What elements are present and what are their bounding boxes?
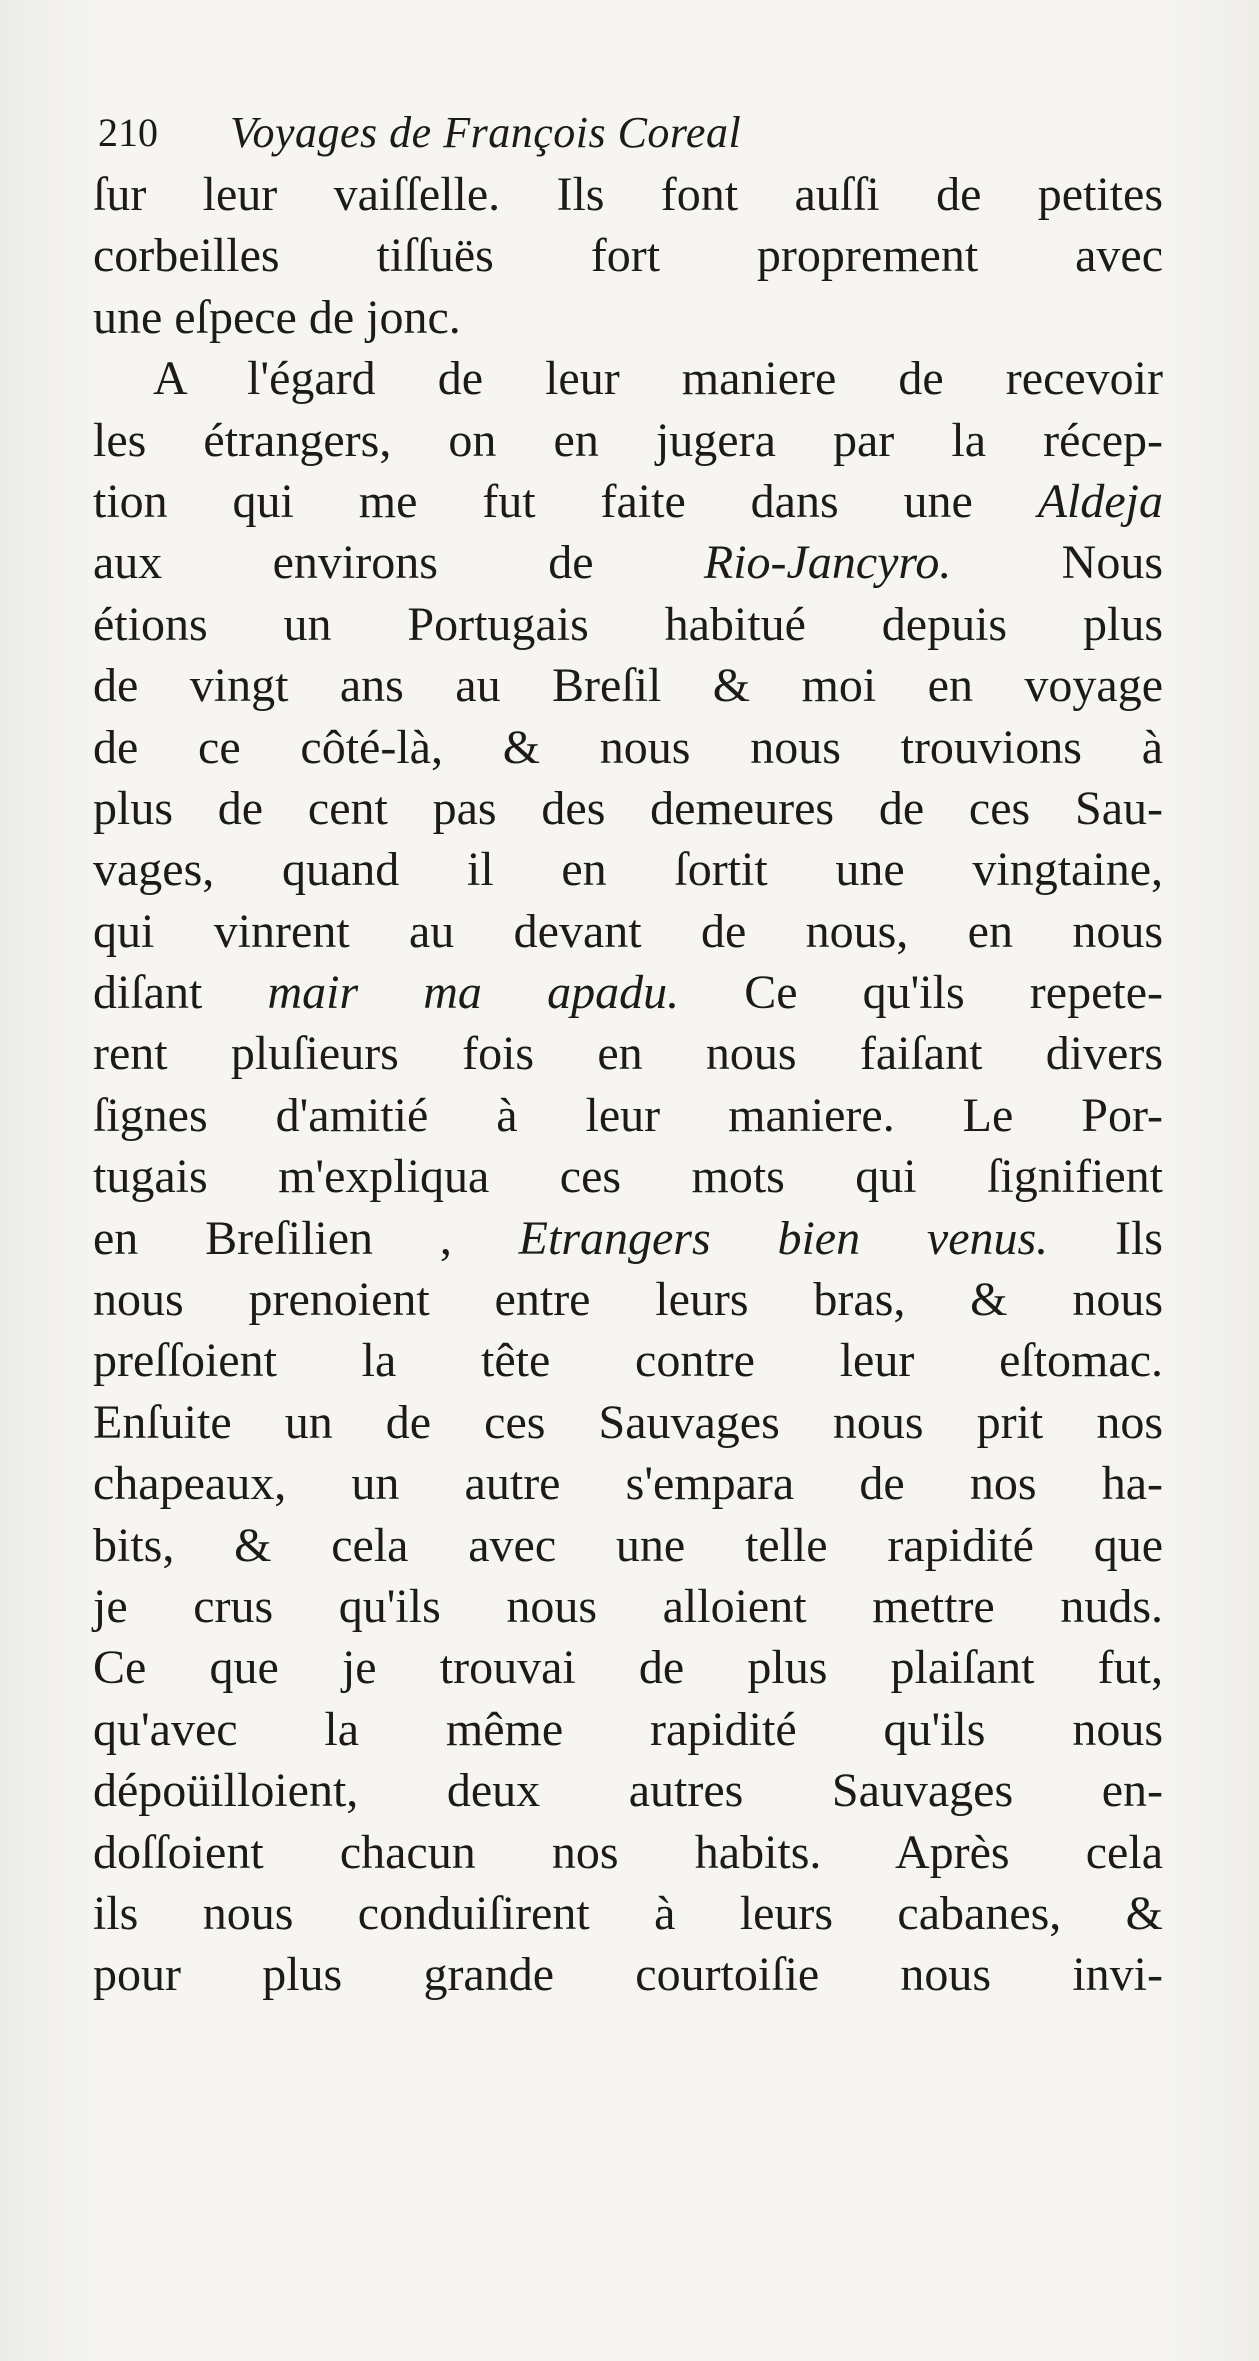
text-segment: Ce que je trouvai de plus plaiſant fut, <box>93 1641 1163 1695</box>
text-segment: nous prenoient entre leurs bras, & nous <box>93 1273 1163 1327</box>
text-line <box>93 1146 1163 1207</box>
text-segment: en Breſilien , <box>93 1211 519 1265</box>
text-line <box>93 1023 1163 1084</box>
text-line <box>93 410 1163 471</box>
text-line <box>93 1822 1163 1883</box>
italic-term: mair ma apadu. <box>267 966 680 1020</box>
text-segment: pour plus grande courtoiſie nous invi- <box>93 1948 1163 2002</box>
text-line <box>93 1576 1163 1637</box>
italic-term: Aldeja <box>1037 474 1163 528</box>
text-segment: bits, & cela avec une telle rapidité que <box>93 1518 1163 1572</box>
text-segment: doſſoient chacun nos habits. Après cela <box>93 1825 1163 1879</box>
text-segment: qui vinrent au devant de nous, en nous <box>93 904 1163 958</box>
text-segment: de vingt ans au Breſil & moi en voyage <box>93 659 1163 713</box>
text-segment: Ce qu'ils repete- <box>679 966 1163 1020</box>
text-segment: diſant <box>93 966 268 1020</box>
text-line <box>93 1515 1163 1576</box>
text-line <box>93 1637 1163 1698</box>
text-segment: plus de cent pas des demeures de ces Sau- <box>93 781 1163 835</box>
italic-term: Etrangers bien venus. <box>518 1211 1049 1265</box>
text-segment: chapeaux, un autre s'empara de nos ha- <box>93 1457 1163 1511</box>
text-line <box>93 1944 1163 2005</box>
page-header <box>98 108 1138 158</box>
text-line <box>93 1330 1163 1391</box>
text-line <box>93 1269 1163 1330</box>
text-segment: étions un Portugais habitué depuis plus <box>93 597 1163 651</box>
text-segment: ſignes d'amitié à leur maniere. Le Por- <box>93 1088 1163 1142</box>
text-segment: dépoüilloient, deux autres Sauvages en- <box>93 1764 1163 1818</box>
page-number: 210 <box>98 110 158 155</box>
text-segment: ſur leur vaiſſelle. Ils font auſſi de petites <box>93 168 1163 221</box>
body-text <box>93 164 1163 2006</box>
text-line <box>93 655 1163 716</box>
text-segment: rent pluſieurs fois en nous faiſant divers <box>93 1027 1163 1081</box>
text-line <box>93 1208 1163 1269</box>
text-line <box>93 471 1163 532</box>
text-segment: tion qui me fut faite dans une <box>93 474 1038 528</box>
text-segment: A l'égard de leur maniere de recevoir <box>153 352 1163 406</box>
text-line <box>93 901 1163 962</box>
text-line <box>93 348 1163 409</box>
text-line <box>93 1760 1163 1821</box>
text-line <box>93 1699 1163 1760</box>
text-line <box>93 962 1163 1023</box>
running-title: Voyages de François Coreal <box>230 108 742 157</box>
text-segment: je crus qu'ils nous alloient mettre nuds. <box>93 1579 1163 1633</box>
text-segment: ils nous conduiſirent à leurs cabanes, & <box>93 1886 1163 1940</box>
text-line <box>93 225 1163 286</box>
text-segment: une eſpece de jonc. <box>93 290 461 344</box>
text-line <box>93 1883 1163 1944</box>
text-line <box>93 1453 1163 1514</box>
text-segment: tugais m'expliqua ces mots qui ſignifient <box>93 1150 1163 1204</box>
text-line <box>93 532 1163 593</box>
text-line <box>93 287 1163 348</box>
text-segment: Nous <box>951 536 1163 590</box>
text-segment: les étrangers, on en jugera par la récep- <box>93 413 1163 467</box>
text-segment: Enſuite un de ces Sauvages nous prit nos <box>93 1395 1163 1449</box>
text-segment: corbeilles tiſſuës fort proprement avec <box>93 229 1163 283</box>
text-line <box>93 717 1163 778</box>
text-line <box>93 1392 1163 1453</box>
text-line <box>93 1085 1163 1146</box>
text-line <box>93 778 1163 839</box>
text-segment: vages, quand il en ſortit une vingtaine, <box>93 843 1163 897</box>
text-line <box>93 164 1163 225</box>
text-segment: qu'avec la même rapidité qu'ils nous <box>93 1702 1163 1756</box>
text-segment: preſſoient la tête contre leur eſtomac. <box>93 1334 1163 1388</box>
text-line <box>93 839 1163 900</box>
text-segment: aux environs de <box>93 536 704 590</box>
italic-term: Rio-Jancyro. <box>703 536 952 590</box>
text-line <box>93 594 1163 655</box>
text-segment: Ils <box>1048 1211 1163 1265</box>
text-segment: de ce côté-là, & nous nous trouvions à <box>93 720 1163 774</box>
